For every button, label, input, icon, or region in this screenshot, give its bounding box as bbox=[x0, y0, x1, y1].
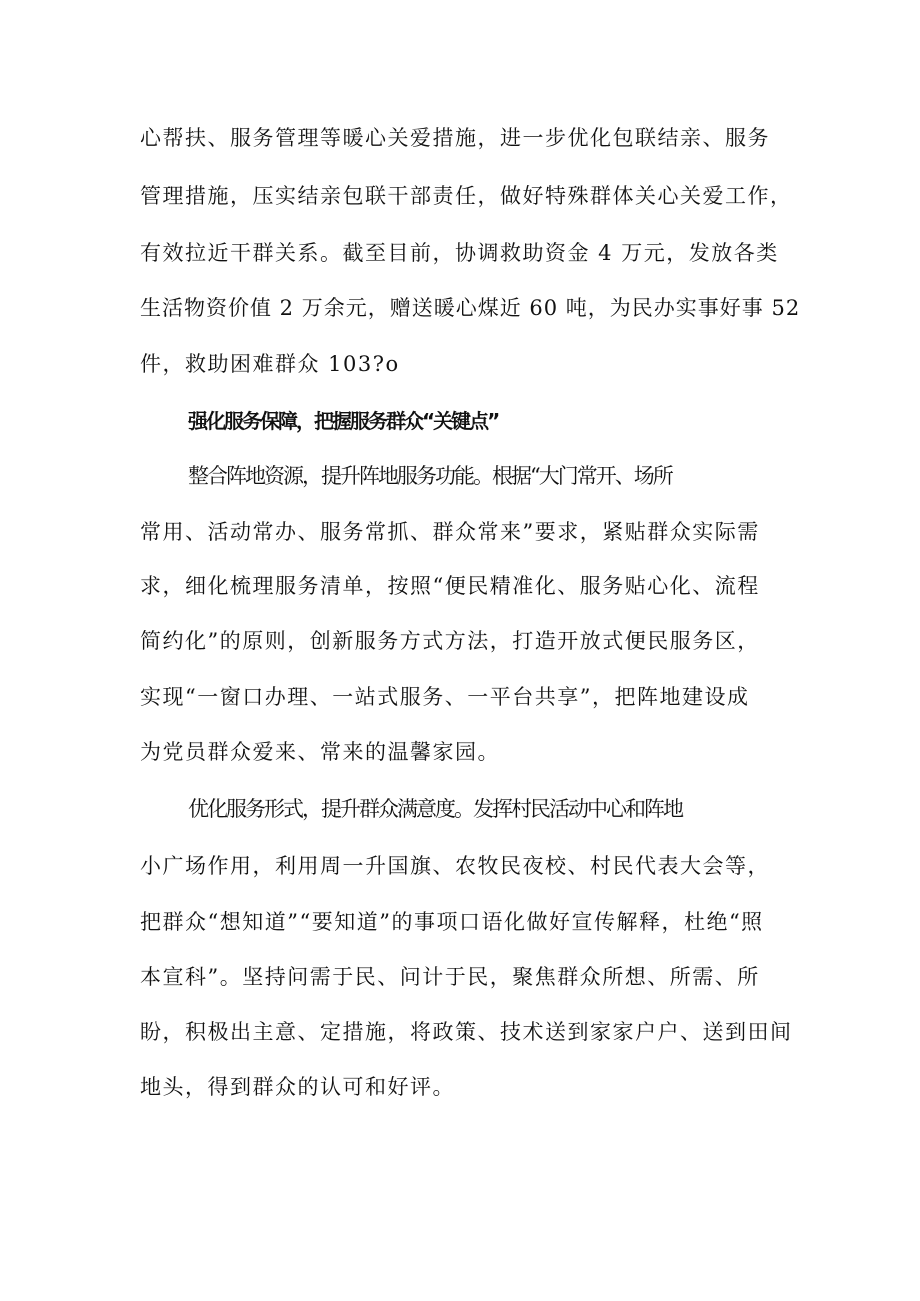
para1-line-3: 有效拉近干群关系。截至目前，协调救助资金 4 万元，发放各类 bbox=[140, 241, 779, 265]
para2-line-6: 为党员群众爱来、常来的温馨家园。 bbox=[140, 740, 500, 764]
para3-line-5: 盼，积极出主意、定措施，将政策、技术送到家家户户、送到田间 bbox=[140, 1020, 793, 1044]
para1-line-1: 心帮扶、服务管理等暖心关爱措施，进一步优化包联结亲、服务 bbox=[140, 126, 770, 150]
para3-line-1: 优化服务形式，提升群众满意度。发挥村民活动中心和阵地 bbox=[188, 797, 682, 821]
para3-line-2: 小广场作用，利用周一升国旗、农牧民夜校、村民代表大会等， bbox=[140, 854, 770, 878]
para3-line-4: 本宣科”。坚持问需于民、问计于民，聚焦群众所想、所需、所 bbox=[140, 965, 760, 989]
para2-line-2: 常用、活动常办、服务常抓、群众常来”要求，紧贴群众实际需 bbox=[140, 520, 760, 544]
para1-line-2: 管理措施，压实结亲包联干部责任，做好特殊群体关心关爱工作， bbox=[140, 184, 793, 208]
para3-line-3: 把群众“想知道”“要知道”的事项口语化做好宣传解释，杜绝“照 bbox=[140, 910, 764, 934]
para2-line-1: 整合阵地资源，提升阵地服务功能。根据“大门常开、场所 bbox=[188, 464, 672, 488]
para1-line-5: 件，救助困难群众 103?o bbox=[140, 352, 400, 376]
para1-line-4: 生活物资价值 2 万余元，赠送暖心煤近 60 吨，为民办实事好事 52 bbox=[140, 296, 801, 320]
para2-line-5: 实现“一窗口办理、一站式服务、一平台共享”，把阵地建设成 bbox=[140, 685, 750, 709]
section-heading: 强化服务保障，把握服务群众“关键点” bbox=[188, 409, 499, 433]
para3-line-6: 地头，得到群众的认可和好评。 bbox=[140, 1075, 455, 1099]
para2-line-4: 简约化”的原则，创新服务方式方法，打造开放式便民服务区， bbox=[140, 629, 760, 653]
para2-line-3: 求，细化梳理服务清单，按照“便民精准化、服务贴心化、流程 bbox=[140, 574, 760, 598]
